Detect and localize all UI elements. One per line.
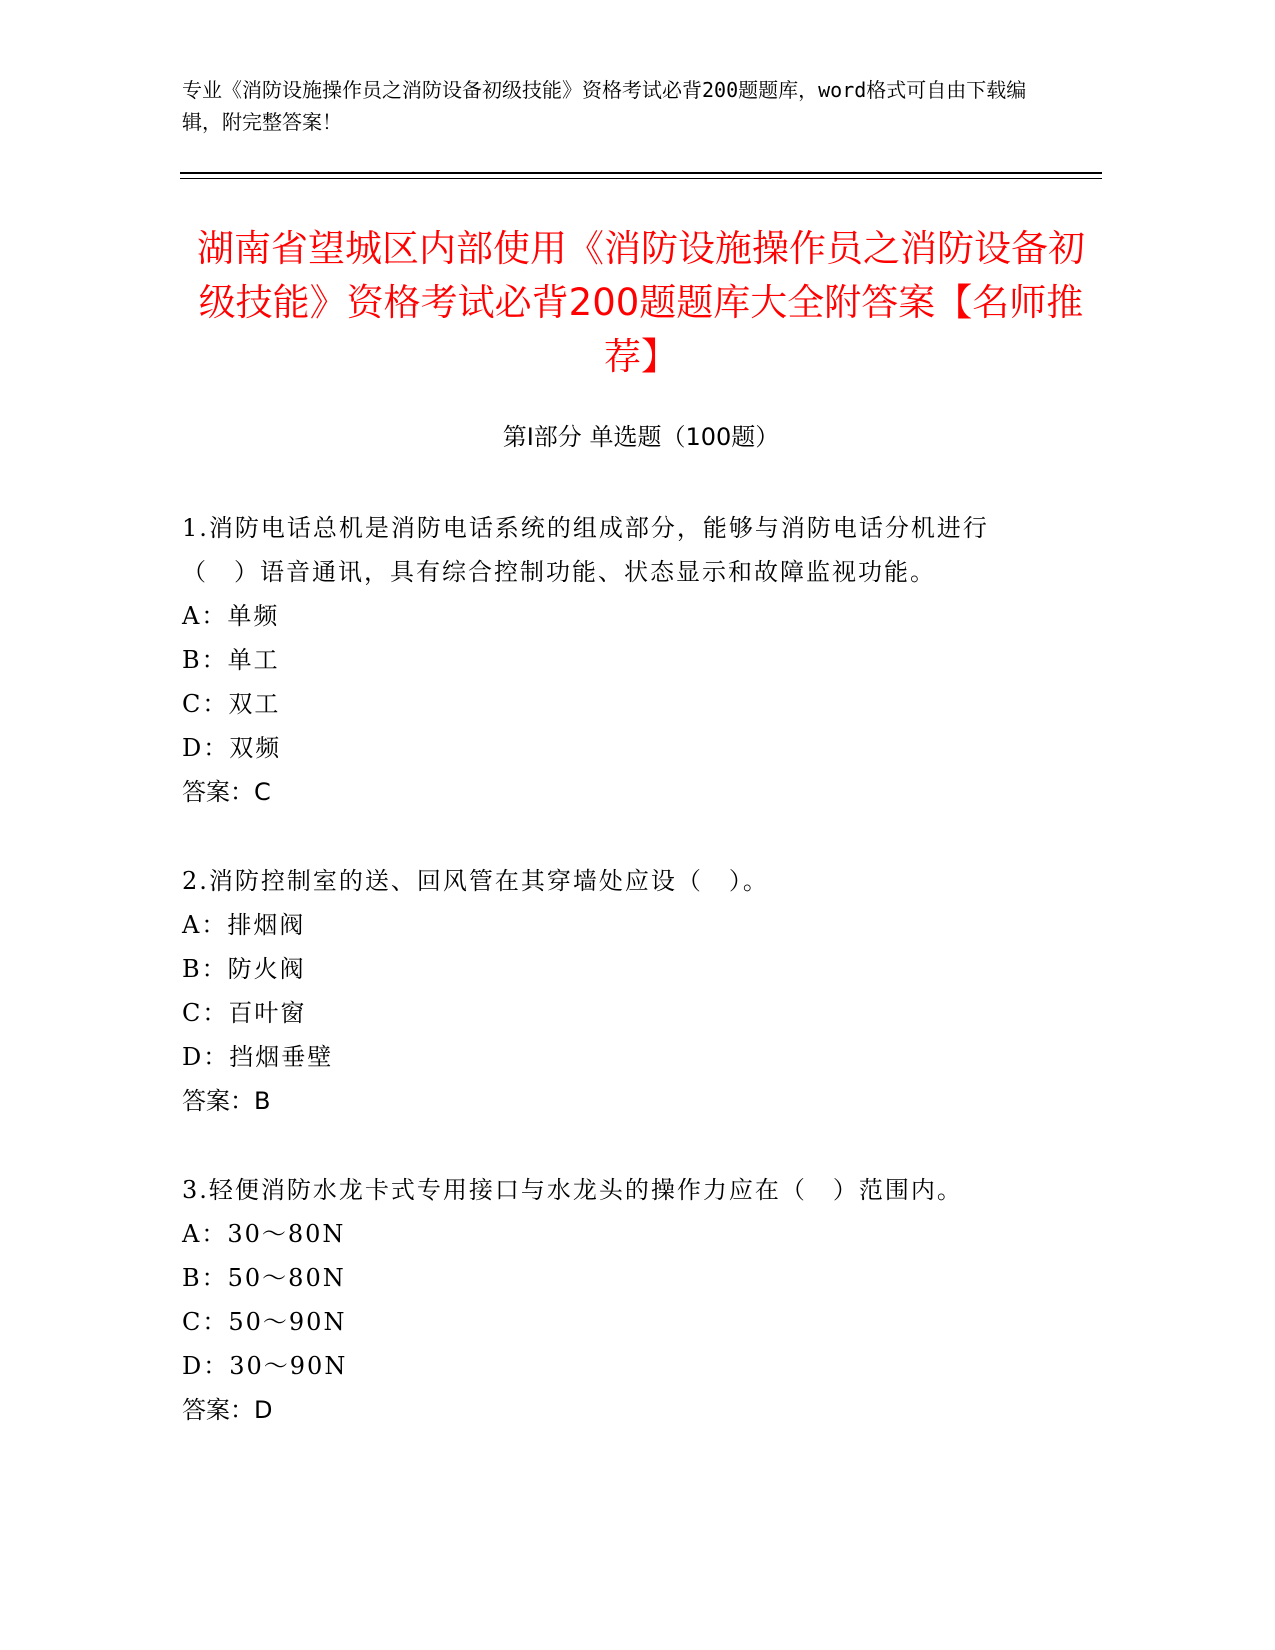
question-2 (182, 859, 1042, 1123)
option-d: D：挡烟垂壁 (182, 1043, 334, 1071)
option-b: B：50～80N (182, 1264, 346, 1292)
option-a: A：30～80N (182, 1220, 346, 1248)
header-rule-thick (180, 172, 1102, 174)
section-heading: 第Ⅰ部分 单选题（100题） (502, 423, 780, 451)
option-b: B：单工 (182, 646, 280, 674)
header-rule-thin (180, 178, 1102, 179)
option-d: D：双频 (182, 734, 282, 762)
option-c: C：50～90N (182, 1308, 347, 1336)
answer-line: 答案：D (182, 1396, 273, 1424)
question-list (182, 506, 1042, 1477)
question-stem: 2.消防控制室的送、回风管在其穿墙处应设（ ）。 (182, 867, 769, 895)
option-c: C：百叶窗 (182, 999, 307, 1027)
question-3 (182, 1168, 1042, 1432)
option-c: C：双工 (182, 690, 281, 718)
option-a: A：单频 (182, 602, 280, 630)
answer-line: 答案：C (182, 778, 271, 806)
question-1 (182, 506, 1042, 814)
option-b: B：防火阀 (182, 955, 306, 983)
document-title: 湖南省望城区内部使用《消防设施操作员之消防设备初级技能》资格考试必背200题题库大全附答案【名师推荐】 (197, 227, 1085, 378)
option-d: D：30～90N (182, 1352, 348, 1380)
option-a: A：排烟阀 (182, 911, 306, 939)
question-stem: 1.消防电话总机是消防电话系统的组成部分，能够与消防电话分机进行（ ）语音通讯，具有综合控制功能、状态显示和故障监视功能。 (182, 514, 989, 586)
answer-line: 答案：B (182, 1087, 271, 1115)
header-note: 专业《消防设施操作员之消防设备初级技能》资格考试必背200题题库，word格式可自由下载编辑，附完整答案！ (182, 78, 1027, 134)
question-stem: 3.轻便消防水龙卡式专用接口与水龙头的操作力应在（ ）范围内。 (182, 1176, 963, 1204)
